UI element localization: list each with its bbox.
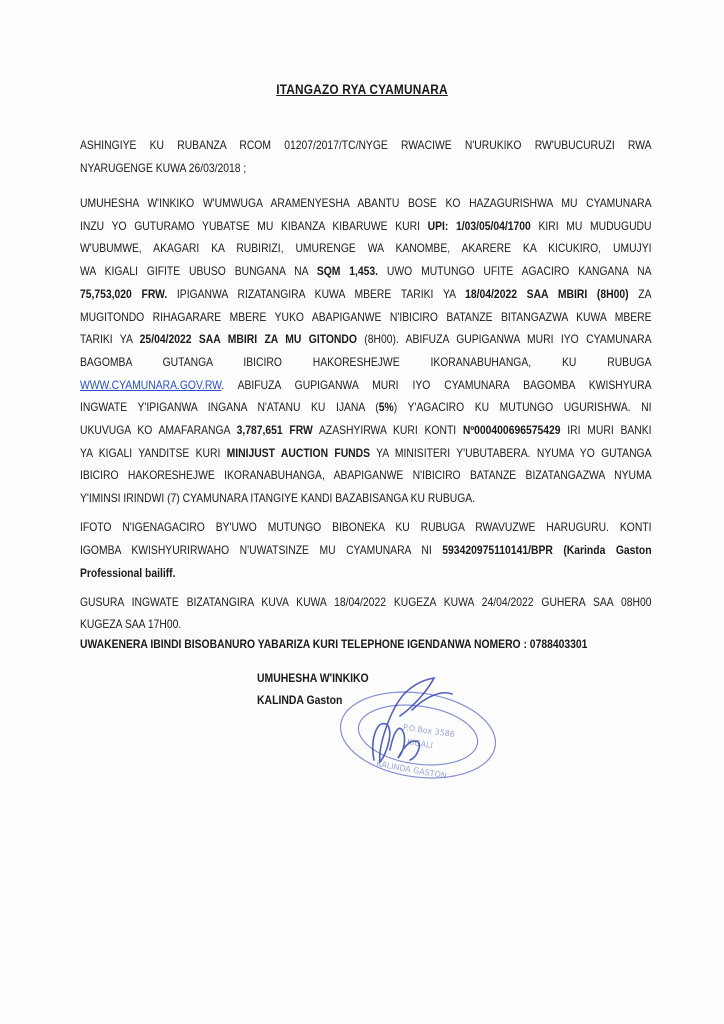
text-line: 75,753,020 FRW. IPIGANWA RIZATANGIRA KUWA MBERE TARIKI YA 18/04/2022 SAA MBIRI (8H00) ZA xyxy=(80,287,652,301)
text-line: YA KIGALI YANDITSE KURI MINIJUST AUCTION FUNDS YA MINISITERI Y'UBUTABERA. NYUMA YO GUTANGA xyxy=(80,446,652,460)
paragraph-payment-account xyxy=(80,516,652,585)
bpr-account: 593420975110141/BPR (Karinda Gaston xyxy=(442,544,652,557)
document-title: ITANGAZO RYA CYAMUNARA xyxy=(276,82,448,97)
official-stamp-icon xyxy=(330,650,500,800)
cyamunara-website-link[interactable]: WWW.CYAMUNARA.GOV.RW xyxy=(80,378,222,392)
deposit-percent: 5% xyxy=(378,401,394,415)
text-line: BAGOMBA GUTANGA IBICIRO HAKORESHEJWE IKORANABUHANGA, KU RUBUGA xyxy=(80,355,652,369)
text-line: INZU YO GUTURAMO YUBATSE MU KIBANZA KIBARUWE KURI UPI: 1/03/05/04/1700 KIRI MU MUDUGUDU xyxy=(80,219,652,233)
text-line: KUGEZA SAA 17H00. xyxy=(80,618,182,631)
text-line: INGWATE Y'IPIGANWA INGANA N'ATANU KU IJANA (5%) Y'AGACIRO KU MUTUNGO UGURISHWA. NI xyxy=(80,401,652,415)
text-line: GUSURA INGWATE BIZATANGIRA KUVA KUWA 18/04/2022 KUGEZA KUWA 24/04/2022 GUHERA SAA 08H00 xyxy=(80,596,652,609)
upi-number: UPI: 1/03/05/04/1700 xyxy=(427,219,531,233)
plot-area: SQM 1,453. xyxy=(316,265,379,279)
auction-start-date: 18/04/2022 SAA MBIRI (8H00) xyxy=(465,287,629,301)
text-line: WA KIGALI GIFITE UBUSO BUNGANA NA SQM 1,453. UWO MUTUNGO UFITE AGACIRO KANGANA NA xyxy=(80,265,652,279)
text-line: W'UBUMWE, AKAGARI KA RUBIRIZI, UMURENGE WA KANOMBE, AKARERE KA KICUKIRO, UMUJYI xyxy=(80,242,652,256)
text-line: NYARUGENGE KUWA 26/03/2018 ; xyxy=(80,161,247,175)
signatory-name: KALINDA Gaston xyxy=(257,694,343,707)
text-line: Y'IMINSI IRINDWI (7) CYAMUNARA ITANGIYE KANDI BAZABISANGA KU RUBUGA. xyxy=(80,492,476,506)
text-line: UKUVUGA KO AMAFARANGA 3,787,651 FRW AZASHYIRWA KURI KONTI Nº000400696575429 IRI MURI BANKI xyxy=(80,424,652,438)
text-line: IFOTO N'IGENAGACIRO BY'UWO MUTUNGO BIBONEKA KU RUBUGA RWAVUZWE HARUGURU. KONTI xyxy=(80,521,652,534)
paragraph-visit-schedule xyxy=(80,592,652,636)
signatory-role: UMUHESHA W'INKIKO xyxy=(257,672,369,685)
text-line: IGOMBA KWISHYURIRWAHO N'UWATSINZE MU CYAMUNARA NI 593420975110141/BPR (Karinda Gaston xyxy=(80,544,652,557)
svg-text:KIGALI: KIGALI xyxy=(406,737,434,751)
paragraph-auction-details xyxy=(80,193,652,511)
property-value: 75,753,020 FRW. xyxy=(80,287,168,301)
paragraph-case-reference xyxy=(80,135,652,180)
text-line: UMUHESHA W'INKIKO W'UMWUGA ARAMENYESHA ABANTU BOSE KO HAZAGURISHWA MU CYAMUNARA xyxy=(80,197,652,210)
text-line: Professional bailiff. xyxy=(80,567,176,580)
auction-end-date: 25/04/2022 SAA MBIRI ZA MU GITONDO xyxy=(139,333,357,347)
account-name: MINIJUST AUCTION FUNDS xyxy=(226,446,371,460)
deposit-amount: 3,787,651 FRW xyxy=(236,424,313,438)
text-line: ASHINGIYE KU RUBANZA RCOM 01207/2017/TC/NYGE RWACIWE N'URUKIKO RW'UBUCURUZI RWA xyxy=(80,139,652,152)
text-line: TARIKI YA 25/04/2022 SAA MBIRI ZA MU GITONDO (8H00). ABIFUZA GUPIGANWA MURI IYO CYAMUNARA xyxy=(80,333,652,347)
text-line: WWW.CYAMUNARA.GOV.RW. ABIFUZA GUPIGANWA MURI IYO CYAMUNARA BAGOMBA KWISHYURA xyxy=(80,378,652,392)
svg-text:KALINDA GASTON: KALINDA GASTON xyxy=(375,759,448,781)
contact-info: UWAKENERA IBINDI BISOBANURO YABARIZA KURI TELEPHONE IGENDANWA NOMERO : 0788403301 xyxy=(80,638,588,651)
svg-text:P.O.Box 3586: P.O.Box 3586 xyxy=(402,722,456,740)
text-line: IBICIRO HAKORESHEJWE IKORANABUHANGA, ABAPIGANWE N'IBICIRO BATANZE BIZATANGAZWA NYUMA xyxy=(80,469,652,483)
text-line: MUGITONDO RIHAGARARE MBERE YUKO ABAPIGANWE N'IBICIRO BATANZE BITANGAZWA KUWA MBERE xyxy=(80,310,652,324)
account-number: Nº000400696575429 xyxy=(462,424,561,438)
